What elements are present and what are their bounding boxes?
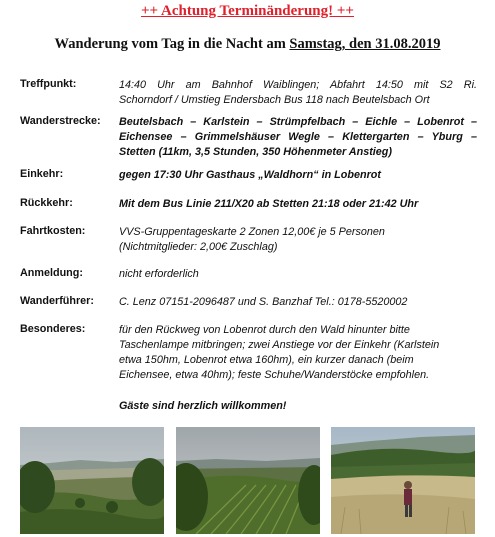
value-line: Stetten (11km, 3,5 Stunden, 350 Höhenmeter Anstieg) <box>119 146 392 158</box>
landscape-photo-valley <box>20 427 164 534</box>
row-value <box>119 78 477 108</box>
title-prefix: Wanderung vom Tag in die Nacht am <box>54 36 290 52</box>
row-value <box>119 168 477 183</box>
value-line: nicht erforderlich <box>119 268 199 280</box>
row-label: Einkehr: <box>20 168 64 180</box>
value-line: Eichensee – Grimmelshäuser Wegle – Klettergarten – Yburg – <box>119 131 477 143</box>
row-label: Anmeldung: <box>20 267 83 279</box>
row-value <box>119 295 477 310</box>
value-line: gegen 17:30 Uhr Gasthaus „Waldhorn“ in Lobenrot <box>119 169 381 181</box>
row-label: Treffpunkt: <box>20 78 77 90</box>
value-line: 14:40 Uhr am Bahnhof Waiblingen; Abfahrt 14:50 mit S2 Ri. <box>119 79 477 91</box>
row-label: Besonderes: <box>20 323 86 335</box>
row-label: Wanderführer: <box>20 295 94 307</box>
value-line: (Nichtmitglieder: 2,00€ Zuschlag) <box>119 241 278 253</box>
row-value <box>119 323 477 383</box>
value-line: für den Rückweg von Lobenrot durch den Wald hinunter bitte <box>119 324 410 336</box>
value-line: Beutelsbach – Karlstein – Strümpfelbach – Eichle – Lobenrot – <box>119 116 477 128</box>
value-line: C. Lenz 07151-2096487 und S. Banzhaf Tel.: 0178-5520002 <box>119 296 408 308</box>
title-date: Samstag, den 31.08.2019 <box>289 36 441 52</box>
row-value <box>119 267 477 282</box>
landscape-photo-meadow-hiker <box>331 427 475 534</box>
value-line: Mit dem Bus Linie 211/X20 ab Stetten 21:18 oder 21:42 Uhr <box>119 198 419 210</box>
landscape-photo-vineyard <box>176 427 320 534</box>
value-line: Schorndorf / Umstieg Endersbach Bus 118 nach Beutelsbach Ort <box>119 94 430 106</box>
row-label: Rückkehr: <box>20 197 73 209</box>
value-line: Eichensee, etwa 40hm); feste Schuhe/Wanderstöcke empfohlen. <box>119 369 430 381</box>
row-label: Fahrtkosten: <box>20 225 86 237</box>
row-label: Wanderstrecke: <box>20 115 101 127</box>
row-value <box>119 197 477 212</box>
row-value <box>119 225 477 255</box>
value-line: etwa 150hm, Lobenrot etwa 160hm), ein kurzer danach (beim <box>119 354 414 366</box>
welcome-text: Gäste sind herzlich willkommen! <box>119 400 287 412</box>
value-line: Taschenlampe mitbringen; zwei Anstiege vor der Einkehr (Karlstein <box>119 339 440 351</box>
page-title <box>0 36 495 53</box>
value-line: VVS-Gruppentageskarte 2 Zonen 12,00€ je 5 Personen <box>119 226 385 238</box>
change-notice: ++ Achtung Terminänderung! ++ <box>141 3 354 19</box>
row-value <box>119 115 477 160</box>
